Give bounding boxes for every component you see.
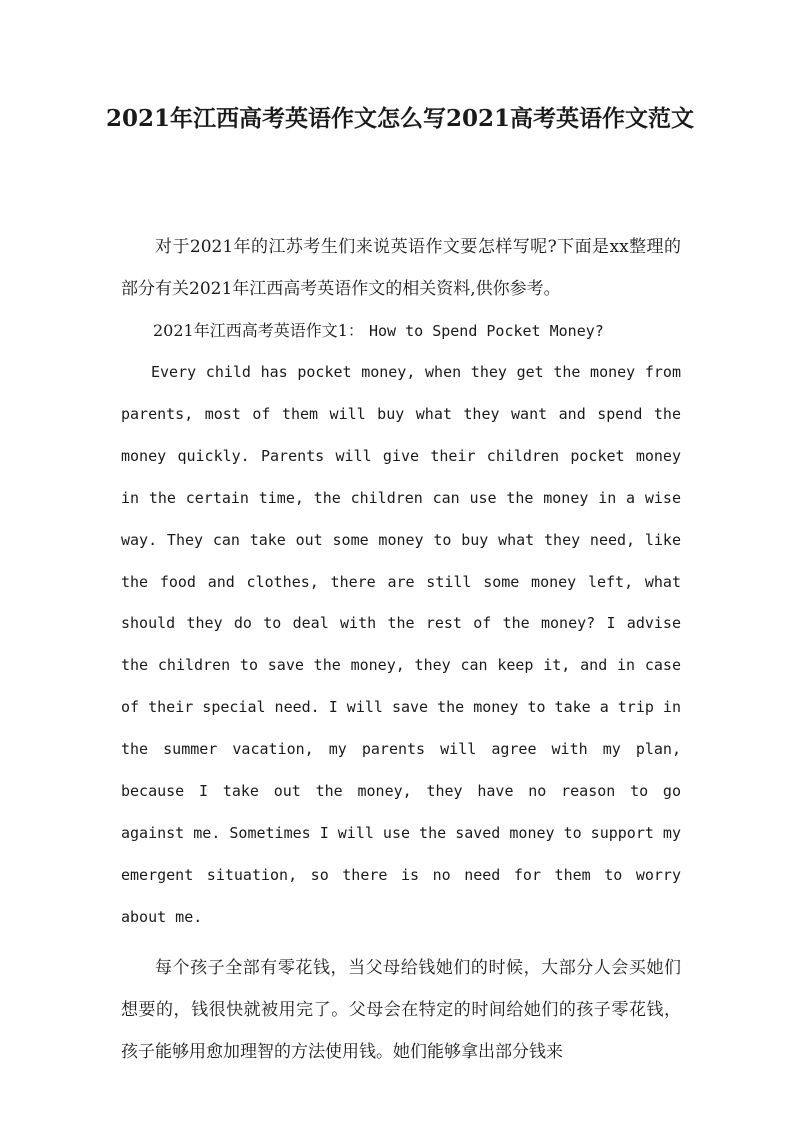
document-body bbox=[121, 226, 681, 1073]
essay-heading-label: 2021年江西高考英语作文1： bbox=[153, 321, 364, 340]
essay-heading-title: How to Spend Pocket Money? bbox=[369, 322, 604, 340]
translation-paragraph: 每个孩子全部有零花钱，当父母给钱她们的时候，大部分人会买她们想要的，钱很快就被用完了。父母会在特定的时间给她们的孩子零花钱，孩子能够用愈加理智的方法使用钱。她们能够拿出部分钱来 bbox=[121, 957, 681, 1062]
essay-heading bbox=[121, 310, 681, 352]
document-title: 2021年江西高考英语作文怎么写2021高考英语作文范文 bbox=[105, 105, 695, 132]
essay-body-paragraph: Every child has pocket money, when they get the money from parents, most of them will buy what they want and spend the money quickly. Parents will give their children pocket money in the certain time, the children can use the money in a wise way. They can take out some money to buy what they need, like the food and clothes, there are still some money left, what should they do to deal with the rest of the money? I advise the children to save the money, they can keep it, and in case of their special need. I will save the money to take a trip in the summer vacation, my parents will agree with my plan, because I take out the money, they have no reason to go against me. Sometimes I will use the saved money to support my emergent situation, so there is no need for them to worry about me. bbox=[121, 363, 681, 926]
intro-paragraph: 对于2021年的江苏考生们来说英语作文要怎样写呢?下面是xx整理的部分有关2021年江西高考英语作文的相关资料,供你参考。 bbox=[121, 237, 681, 299]
